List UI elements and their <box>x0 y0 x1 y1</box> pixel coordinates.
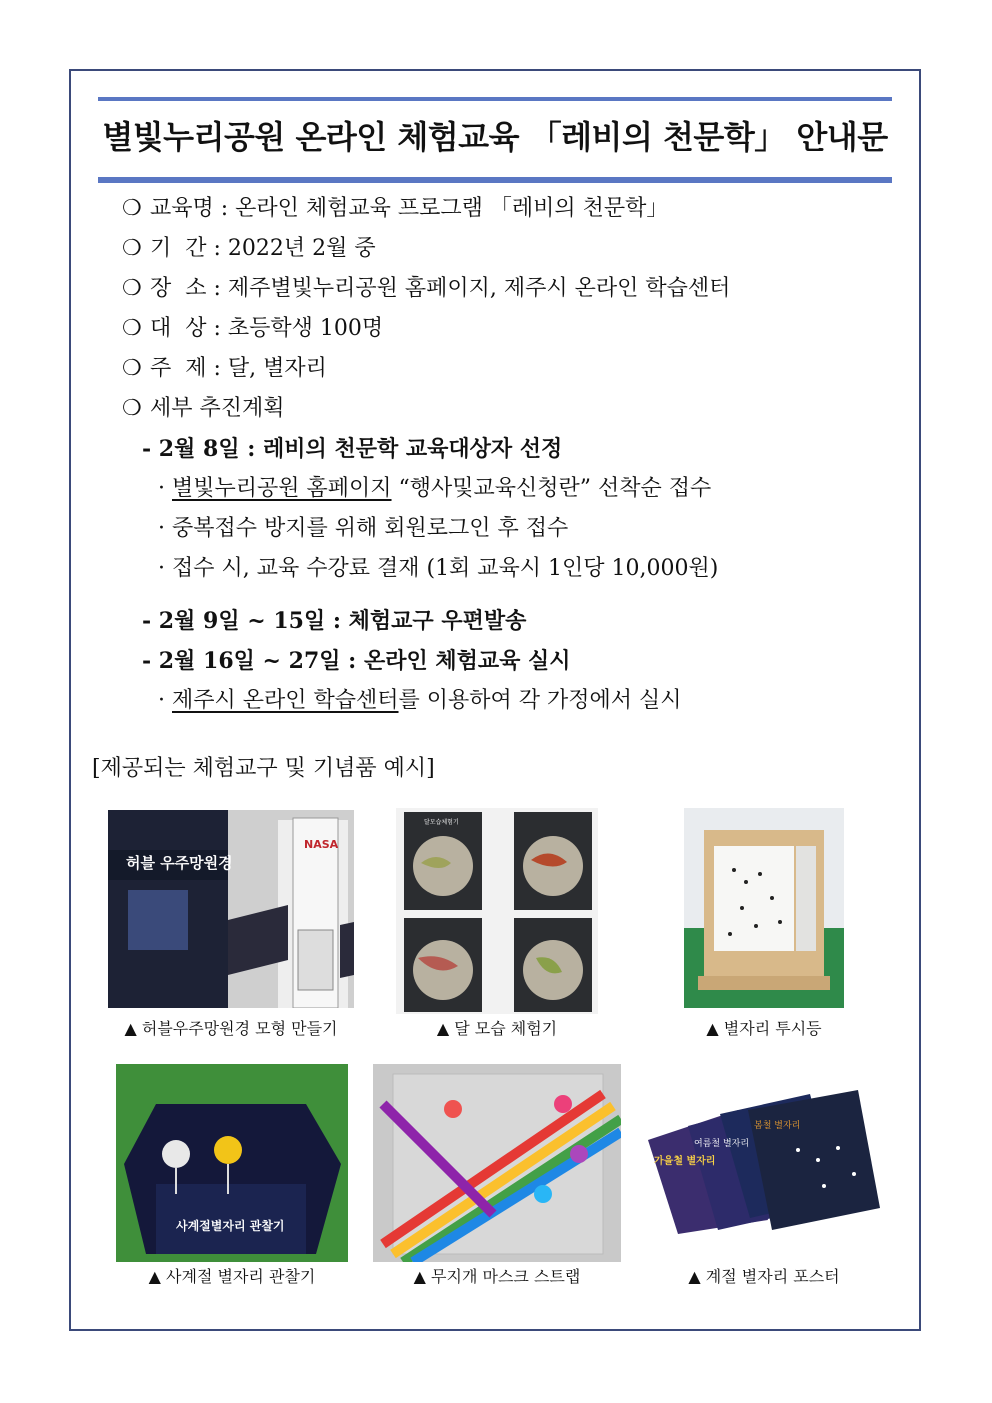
step-date: 2월 8일 <box>158 436 240 462</box>
poster-autumn-title: 가을철 별자리 <box>654 1156 716 1167</box>
bullet-circle-icon: ❍ <box>122 356 142 381</box>
step-date: 2월 9일 ~ 15일 <box>158 608 326 634</box>
plan-heading-text: 세부 추진계획 <box>150 396 285 421</box>
plan-step-3-item: · 제주시 온라인 학습센터를 이용하여 각 가정에서 실시 <box>158 688 682 713</box>
item-text: 중복접수 방지를 위해 회원로그인 후 접수 <box>172 516 569 541</box>
caption-observer: ▲ 사계절 별자리 관찰기 <box>148 1267 316 1286</box>
gallery-heading: [제공되는 체험교구 및 기념품 예시] <box>92 756 435 781</box>
info-label: 교육명 <box>150 196 214 221</box>
info-row-location: ❍ 장 소 : 제주별빛누리공원 홈페이지, 제주시 온라인 학습센터 <box>122 272 730 306</box>
bullet-circle-icon: ❍ <box>122 316 142 341</box>
info-label: 대 상 <box>150 316 207 341</box>
telescope-box-label: 허블 우주망원경 <box>126 854 233 872</box>
bullet-circle-icon: ❍ <box>122 236 142 261</box>
plan-heading <box>122 392 285 426</box>
homepage-link-text: 별빛누리공원 홈페이지 <box>172 476 392 501</box>
nasa-logo: NASA <box>304 838 339 851</box>
plan-step-1: - 2월 8일 : 레비의 천문학 교육대상자 선정 <box>142 436 563 462</box>
poster-photo <box>648 1090 880 1234</box>
plan-step-1-item-2: · 중복접수 방지를 위해 회원로그인 후 접수 <box>158 516 569 541</box>
info-value: 제주별빛누리공원 홈페이지, 제주시 온라인 학습센터 <box>227 276 731 301</box>
info-row-topic: ❍ 주 제 : 달, 별자리 <box>122 352 327 386</box>
poster-spring-title: 봄철 별자리 <box>754 1121 801 1131</box>
info-label: 기 간 <box>150 236 207 261</box>
plan-step-2: - 2월 9일 ~ 15일 : 체험교구 우편발송 <box>142 608 527 634</box>
step-text: 온라인 체험교육 실시 <box>363 648 571 674</box>
item-text: 접수 시, 교육 수강료 결재 (1회 교육시 1인당 10,000원) <box>172 556 719 581</box>
plan-step-1-item-1: · 별빛누리공원 홈페이지 “행사및교육신청란” 선착순 접수 <box>158 476 712 501</box>
hubble-kit-photo <box>108 810 354 1008</box>
caption-lantern: ▲ 별자리 투시등 <box>706 1019 822 1038</box>
caption-moon: ▲ 달 모습 체험기 <box>436 1019 558 1038</box>
observer-photo <box>116 1064 348 1262</box>
info-value: 달, 별자리 <box>227 356 327 381</box>
info-row-period: ❍ 기 간 : 2022년 2월 중 <box>122 232 376 266</box>
title-rule-top <box>98 97 892 101</box>
moon-box-label: 달모습체험기 <box>424 819 459 826</box>
item-text: “행사및교육신청란” 선착순 접수 <box>391 476 712 501</box>
step-text: 레비의 천문학 교육대상자 선정 <box>263 436 563 462</box>
mask-strap-photo <box>373 1064 621 1262</box>
item-text: 를 이용하여 각 가정에서 실시 <box>398 688 682 713</box>
step-text: 체험교구 우편발송 <box>348 608 527 634</box>
caption-hubble: ▲ 허블우주망원경 모형 만들기 <box>124 1019 338 1038</box>
caption-mask: ▲ 무지개 마스크 스트랩 <box>413 1267 581 1286</box>
bullet-circle-icon: ❍ <box>122 196 142 221</box>
learning-center-link-text: 제주시 온라인 학습센터 <box>172 688 399 713</box>
plan-step-3: - 2월 16일 ~ 27일 : 온라인 체험교육 실시 <box>142 648 571 674</box>
info-value: 2022년 2월 중 <box>227 236 376 261</box>
info-value: 초등학생 100명 <box>227 316 384 341</box>
moon-viewer-photo <box>396 808 598 1014</box>
observer-box-label: 사계절별자리 관찰기 <box>176 1219 285 1233</box>
caption-poster: ▲ 계절 별자리 포스터 <box>688 1267 840 1286</box>
plan-step-1-item-3: · 접수 시, 교육 수강료 결재 (1회 교육시 1인당 10,000원) <box>158 556 719 581</box>
poster-summer-title: 여름철 별자리 <box>694 1139 750 1149</box>
dash: - <box>142 436 159 462</box>
info-value: 온라인 체험교육 프로그램 「레비의 천문학」 <box>235 196 669 221</box>
title-rule-bottom <box>98 177 892 183</box>
info-row-program: ❍ 교육명 : 온라인 체험교육 프로그램 「레비의 천문학」 <box>122 192 668 226</box>
info-label: 장 소 <box>150 276 207 301</box>
page-title: 별빛누리공원 온라인 체험교육 「레비의 천문학」 안내문 <box>102 118 888 156</box>
dash: - <box>142 608 159 634</box>
lantern-photo <box>684 808 844 1008</box>
info-row-target: ❍ 대 상 : 초등학생 100명 <box>122 312 383 346</box>
bullet-circle-icon: ❍ <box>122 396 142 421</box>
step-date: 2월 16일 ~ 27일 <box>158 648 341 674</box>
info-label: 주 제 <box>150 356 207 381</box>
dash: - <box>142 648 159 674</box>
bullet-circle-icon: ❍ <box>122 276 142 301</box>
